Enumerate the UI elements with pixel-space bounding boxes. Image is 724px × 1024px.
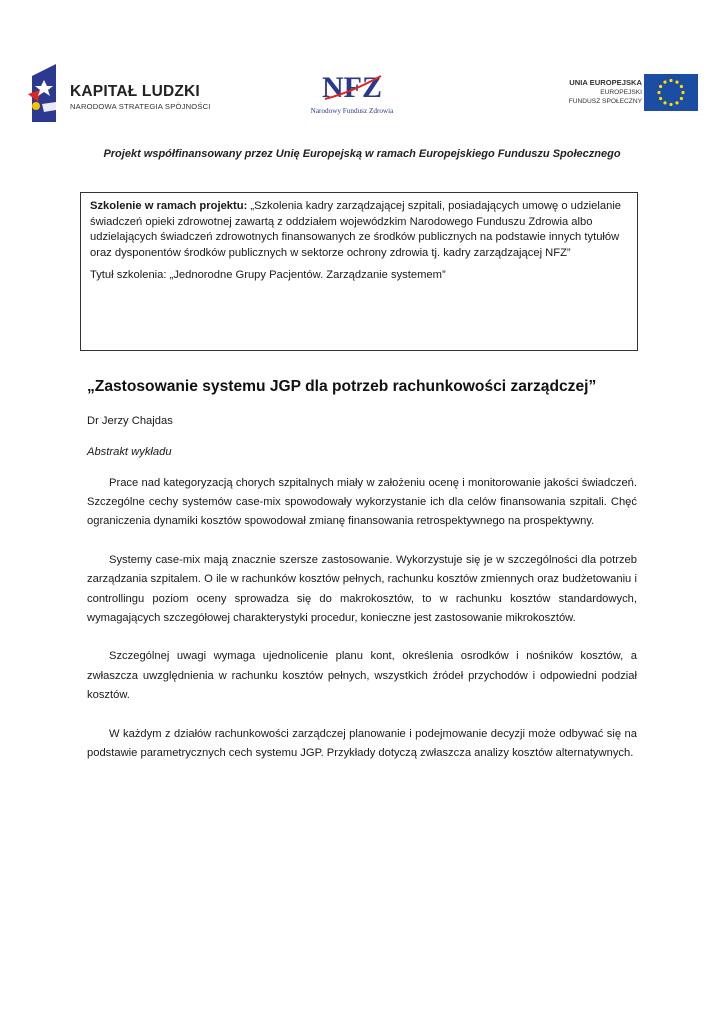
author: Dr Jerzy Chajdas xyxy=(87,415,173,427)
training-project-paragraph xyxy=(90,199,628,261)
abstract-body xyxy=(87,474,637,782)
paragraph-3: Szczególnej uwagi wymaga ujednolicenie planu kont, określenia osrodków i nośników kosztów, a zwłaszcza uwzględnienia w rachunku kosztów pełnych, wszystkich źródeł przychodów i odpowiedni podział kosztów. xyxy=(87,650,637,701)
eu-line1: UNIA EUROPEJSKA xyxy=(569,78,642,87)
nfz-wordmark-icon xyxy=(317,70,387,102)
kapital-ludzki-subtitle: NARODOWA STRATEGIA SPÓJNOŚCI xyxy=(70,102,211,111)
training-title: Tytuł szkolenia: „Jednorodne Grupy Pacjentów. Zarządzanie systemem” xyxy=(90,269,446,281)
nfz-logo xyxy=(300,70,404,116)
nfz-subtitle: Narodowy Fundusz Zdrowia xyxy=(310,107,394,115)
paragraph-1: Prace nad kategoryzacją chorych szpitalnych miały w założeniu ocenę i monitorowanie jakości świadczeń. Szczególne cechy systemów case-mix spowodowały wykorzystanie ich dla celów finansowania szpitali. Chęć ograniczenia dynamiki kosztów spowodował zmianę finansowania retrospektywnego na prospektywny. xyxy=(87,477,637,528)
kapital-ludzki-emblem-icon xyxy=(26,64,62,122)
training-project-text: „Szkolenia kadry zarządzającej szpitali, posiadających umowę o udzielanie świadczeń opieki zdrowotnej zawartą z oddziałem wojewódzkim Narodowego Funduszu Zdrowia albo udzielających świadczeń zdrowotnych finansowanych ze środków publicznych na podstawie innych tytułów oraz dysponentów środków publicznych w sektorze ochrony zdrowia tj. kadry zarządzającej NFZ” xyxy=(90,200,622,259)
document-title: „Zastosowanie systemu JGP dla potrzeb rachunkowości zarządczej” xyxy=(87,378,597,395)
eu-line2: EUROPEJSKI xyxy=(600,89,642,96)
cofinance-statement: Projekt współfinansowany przez Unię Europejską w ramach Europejskiego Funduszu Społecznego xyxy=(103,148,621,160)
eu-line3: FUNDUSZ SPOŁECZNY xyxy=(568,98,642,105)
training-info-box xyxy=(80,192,638,351)
paragraph-4: W każdym z działów rachunkowości zarządczej planowanie i podejmowanie decyzji może odbywać się na podstawie parametrycznych cech systemu JGP. Przykłady dotyczą zwłaszcza analizy kosztów alternatywnych. xyxy=(87,727,637,759)
eu-efs-logo xyxy=(555,74,700,114)
kapital-ludzki-title: KAPITAŁ LUDZKI xyxy=(70,83,200,100)
abstract-label: Abstrakt wykładu xyxy=(87,446,172,458)
kapital-ludzki-logo xyxy=(26,64,216,124)
paragraph-2: Systemy case-mix mają znacznie szersze zastosowanie. Wykorzystuje się je w szczególności dla potrzeb zarządzania szpitalem. O ile w rachunków kosztów pełnych, rachunku kosztów zmiennych oraz budżetowaniu i controllingu poziom oceny sprowadza się do makrokosztów, to w rachunku kosztów standardowych, wymagających szczegółowej charakterystyki procedur, konieczne jest zastosowanie mikrokosztów. xyxy=(87,554,637,624)
nfz-mark: NFZ xyxy=(322,71,382,102)
training-project-label: Szkolenie w ramach projektu: xyxy=(90,200,248,212)
eu-flag-icon xyxy=(644,74,698,111)
